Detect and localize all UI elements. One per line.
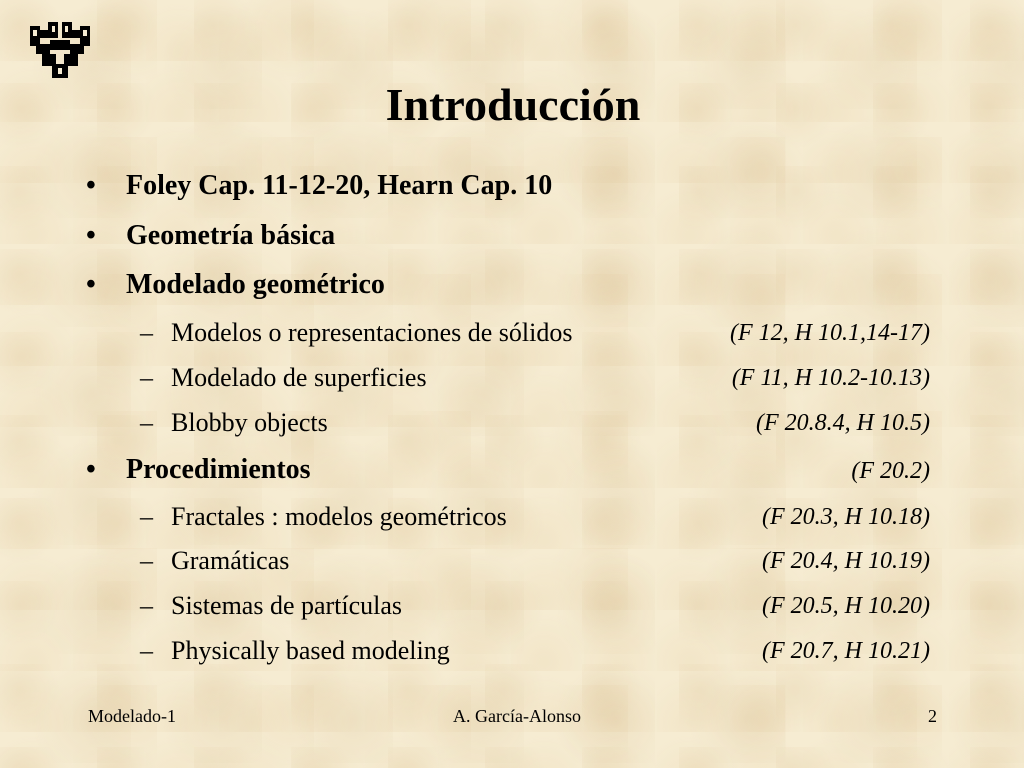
dash-marker: – (140, 502, 153, 531)
sub-list-item (0, 408, 1024, 448)
list-item (0, 220, 1024, 260)
bullet-text: Foley Cap. 11-12-20, Hearn Cap. 10 (126, 170, 553, 201)
footer-author: A. García-Alonso (453, 706, 581, 726)
sub-item-text: Modelos o representaciones de sólidos (171, 318, 573, 347)
dash-marker: – (140, 636, 153, 665)
reference-text: (F 12, H 10.1,14-17) (730, 320, 930, 346)
list-item (0, 454, 1024, 494)
bullet-marker: • (86, 220, 96, 251)
reference-text: (F 20.4, H 10.19) (762, 548, 930, 574)
sub-list-item (0, 546, 1024, 586)
dash-marker: – (140, 546, 153, 575)
list-item (0, 269, 1024, 309)
list-item (0, 170, 1024, 210)
sub-item-text: Gramáticas (171, 546, 290, 575)
sub-list-item (0, 636, 1024, 676)
sub-item-text: Physically based modeling (171, 636, 450, 665)
bullet-marker: • (86, 170, 96, 201)
dash-marker: – (140, 591, 153, 620)
bullet-text: Procedimientos (126, 454, 311, 485)
bullet-text: Modelado geométrico (126, 269, 385, 300)
sub-item-text: Blobby objects (171, 408, 328, 437)
bullet-marker: • (86, 269, 96, 300)
reference-text: (F 20.3, H 10.18) (762, 504, 930, 530)
reference-text: (F 20.5, H 10.20) (762, 593, 930, 619)
reference-text: (F 20.7, H 10.21) (762, 638, 930, 664)
sub-list-item (0, 363, 1024, 403)
sub-list-item (0, 318, 1024, 358)
reference-text: (F 20.2) (851, 458, 930, 484)
slide-title: Introducción (385, 79, 641, 130)
sub-item-text: Modelado de superficies (171, 363, 427, 392)
sub-item-text: Fractales : modelos geométricos (171, 502, 507, 531)
footer-course: Modelado-1 (88, 706, 176, 726)
sub-list-item (0, 502, 1024, 542)
bullet-text: Geometría básica (126, 220, 336, 251)
bullet-marker: • (86, 454, 96, 485)
reference-text: (F 11, H 10.2-10.13) (731, 365, 930, 391)
dash-marker: – (140, 318, 153, 347)
dash-marker: – (140, 408, 153, 437)
sub-item-text: Sistemas de partículas (171, 591, 403, 620)
reference-text: (F 20.8.4, H 10.5) (756, 410, 930, 436)
footer-page-number: 2 (928, 706, 937, 726)
dash-marker: – (140, 363, 153, 392)
sub-list-item (0, 591, 1024, 631)
university-logo-icon (28, 20, 92, 80)
